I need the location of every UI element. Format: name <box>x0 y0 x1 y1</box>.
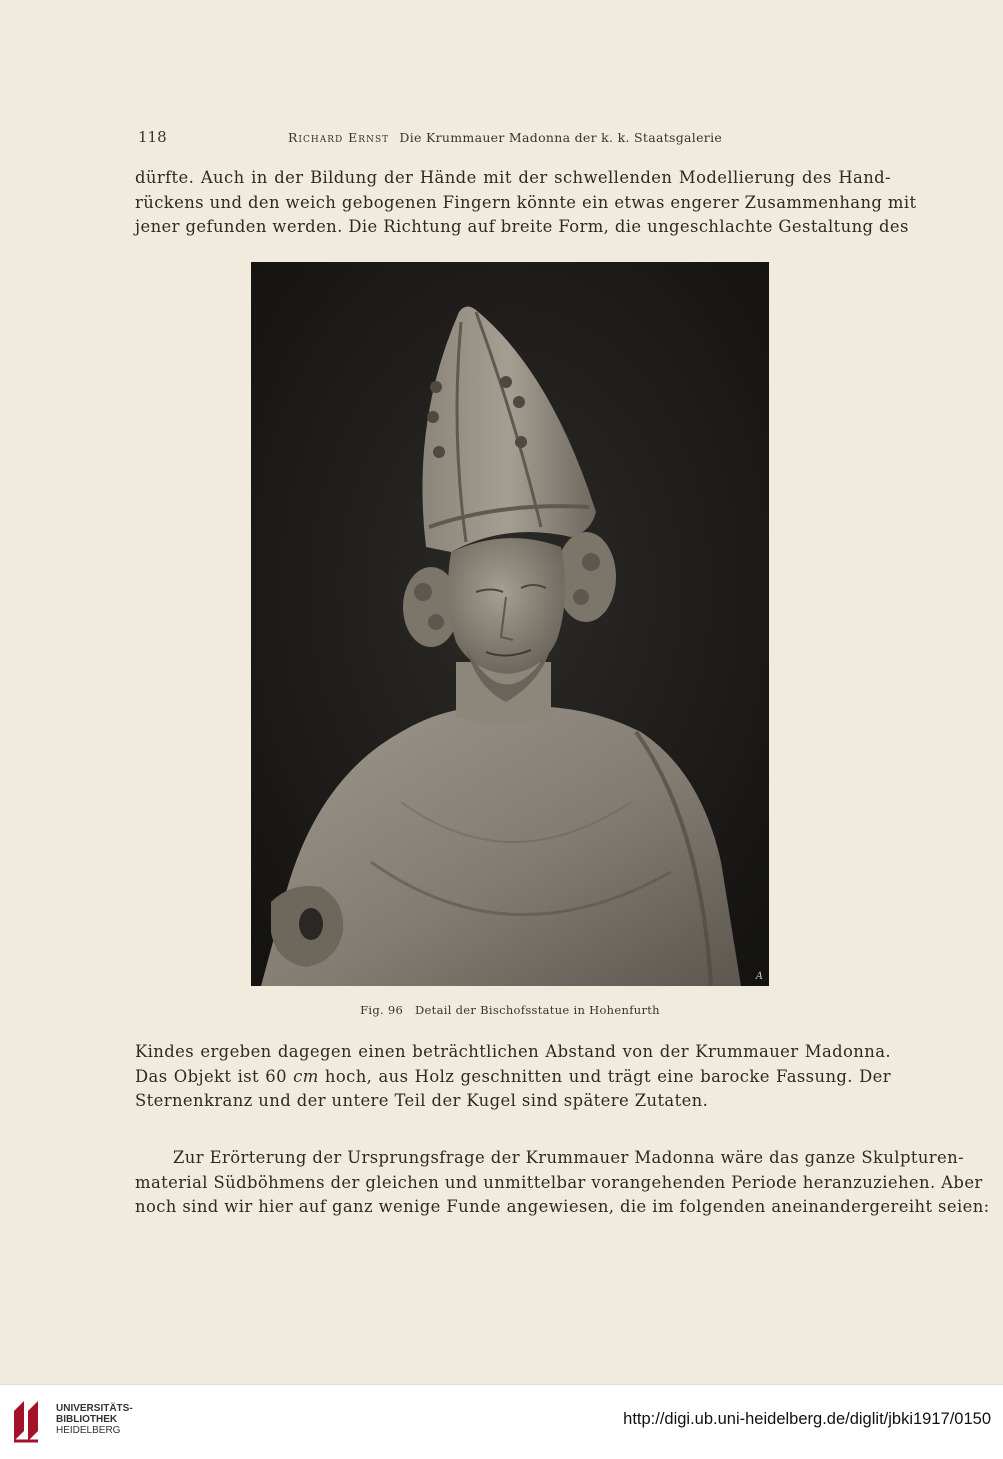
library-line: UNIVERSITÄTS- <box>56 1403 133 1414</box>
text-line: Zur Erörterung der Ursprungsfrage der Krummauer Madonna wäre das ganze Skulpturen- <box>173 1148 965 1167</box>
library-line: HEIDELBERG <box>56 1425 121 1436</box>
text-line: material Südböhmens der gleichen und unmittelbar vorangehenden Periode heranzuziehen. Aber <box>135 1172 983 1192</box>
page-number: 118 <box>138 128 167 146</box>
university-library-logo-icon <box>10 1397 48 1445</box>
permalink-url[interactable]: http://digi.ub.uni-heidelberg.de/diglit/jbki1917/0150 <box>623 1410 991 1428</box>
text-fragment: Das Objekt ist 60 <box>135 1066 294 1086</box>
text-line-with-unit <box>135 1065 891 1090</box>
digitization-footer <box>0 1384 1003 1459</box>
paragraph-3 <box>135 1146 990 1220</box>
caption-label: Fig. 96 <box>360 1003 404 1017</box>
running-header <box>138 128 891 148</box>
text-line: Sternenkranz und der untere Teil der Kugel sind spätere Zutaten. <box>135 1091 709 1110</box>
text-line: jener gefunden werden. Die Richtung auf breite Form, die ungeschlachte Gestaltung des <box>135 217 909 236</box>
header-title: Die Krummauer Madonna der k. k. Staatsgalerie <box>399 130 723 145</box>
engraver-monogram: A <box>755 971 763 982</box>
running-title <box>288 130 722 145</box>
text-line: dürfte. Auch in der Bildung der Hände mit der schwellenden Modellierung des Hand- <box>135 168 891 187</box>
header-author: Richard Ernst <box>288 130 390 145</box>
caption-text: Detail der Bischofsstatue in Hohenfurth <box>415 1003 660 1017</box>
library-line: BIBLIOTHEK <box>56 1414 118 1425</box>
text-line: noch sind wir hier auf ganz wenige Funde angewiesen, die im folgenden aneinandergereiht seien: <box>135 1197 990 1216</box>
text-line: rückens und den weich gebogenen Fingern könnte ein etwas engerer Zusammenhang mit <box>135 192 917 212</box>
figure-bishop-statue <box>251 262 769 986</box>
library-name <box>56 1403 133 1436</box>
unit-italic: cm <box>293 1066 319 1086</box>
paragraph-2 <box>135 1040 891 1114</box>
paragraph-1 <box>135 166 917 240</box>
bishop-statue-illustration <box>251 262 769 986</box>
figure-caption <box>251 1003 769 1017</box>
text-fragment: hoch, aus Holz geschnitten und trägt eine barocke Fassung. Der <box>318 1066 891 1086</box>
text-line: Kindes ergeben dagegen einen beträchtlichen Abstand von der Krummauer Madonna. <box>135 1042 891 1061</box>
